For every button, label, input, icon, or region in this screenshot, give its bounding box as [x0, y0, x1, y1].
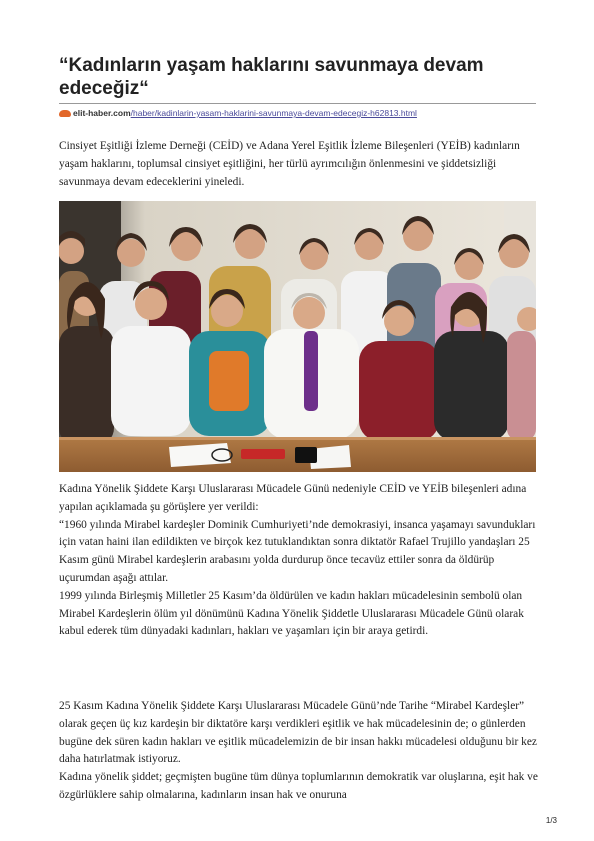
source-domain[interactable]: elit-haber.com	[73, 108, 131, 118]
group-photo-icon	[59, 201, 536, 472]
site-logo-icon	[59, 110, 71, 117]
statement-paragraph: 1999 yılında Birleşmiş Milletler 25 Kasım’da öldürülen ve kadın hakları mücadelesinin sembolü olan Mirabel Kardeşlerin ölüm yıl dönümünü Kadına Yönelik Şiddetle Uluslararası Mücadele Günü olarak kabul ederek tüm dünyadaki kadınları, hakları ve yaşamları için bir araya getirdi.	[59, 589, 524, 638]
body-paragraph: 25 Kasım Kadına Yönelik Şiddete Karşı Uluslararası Mücadele Günü’nde Tarihe “Mirabel Kardeşler” olarak geçen üç kız kardeşin bir diktatöre karşı verdikleri eşitlik ve hak mücadelesinin de; o günlerden bugüne dek süren kadın hakları ve eşitlik mücadelemizin de bir insan hakkı mücadelesi olduğunu bir kez daha hatırlatmak istiyoruz.	[59, 700, 537, 766]
statement-intro: Kadına Yönelik Şiddete Karşı Uluslararası Mücadele Günü nedeniyle CEİD ve YEİB bileşenleri adına	[59, 483, 527, 495]
source-link[interactable]	[59, 108, 539, 118]
group-photo	[59, 201, 536, 472]
lead-text: Cinsiyet Eşitliği İzleme Derneği (CEİD) ve Adana Yerel Eşitlik İzleme Bileşenleri (YEİB) kadınların yaşam haklarını, toplumsal cinsiyet eşitliğini, her türlü ayrımcılığın önlenmesini ve şiddetsizliği savunmaya devam edeceklerini yineledi.	[59, 140, 520, 188]
source-path[interactable]: /haber/kadinlarin-yasam-haklarini-savunmaya-devam-edecegiz-h62813.html	[130, 108, 417, 118]
page-number: 1/3	[545, 816, 557, 825]
title-divider	[59, 103, 536, 104]
statement-intro-cont: yapılan açıklamada şu görüşlere yer verildi:	[59, 500, 259, 513]
body-paragraph: Kadına yönelik şiddet; geçmişten bugüne tüm dünya toplumlarının demokratik var oluşlarına, eşit hak ve özgürlüklere sahip olmalarına, kadınların insan hak ve onuruna	[59, 771, 538, 801]
statement-section	[59, 481, 539, 641]
article-title: “Kadınların yaşam haklarını savunmaya devam edeceğiz“	[59, 55, 484, 99]
second-section	[59, 698, 539, 805]
statement-paragraph: “1960 yılında Mirabel kardeşler Dominik Cumhuriyeti’nde demokrasiyi, insanca yaşamayı savundukları için vatan haini ilan edildikten ve birçok kez tutuklandıktan sonra diktatör Rafael Trujillo yandaşları 25 Kasım günü Mirabel kardeşlerin arabasını yolda durdurup önce tecavüz ettiler sonra da öldürüp uçurumdan aşağı attılar.	[59, 518, 536, 584]
lead-paragraph	[59, 138, 539, 191]
